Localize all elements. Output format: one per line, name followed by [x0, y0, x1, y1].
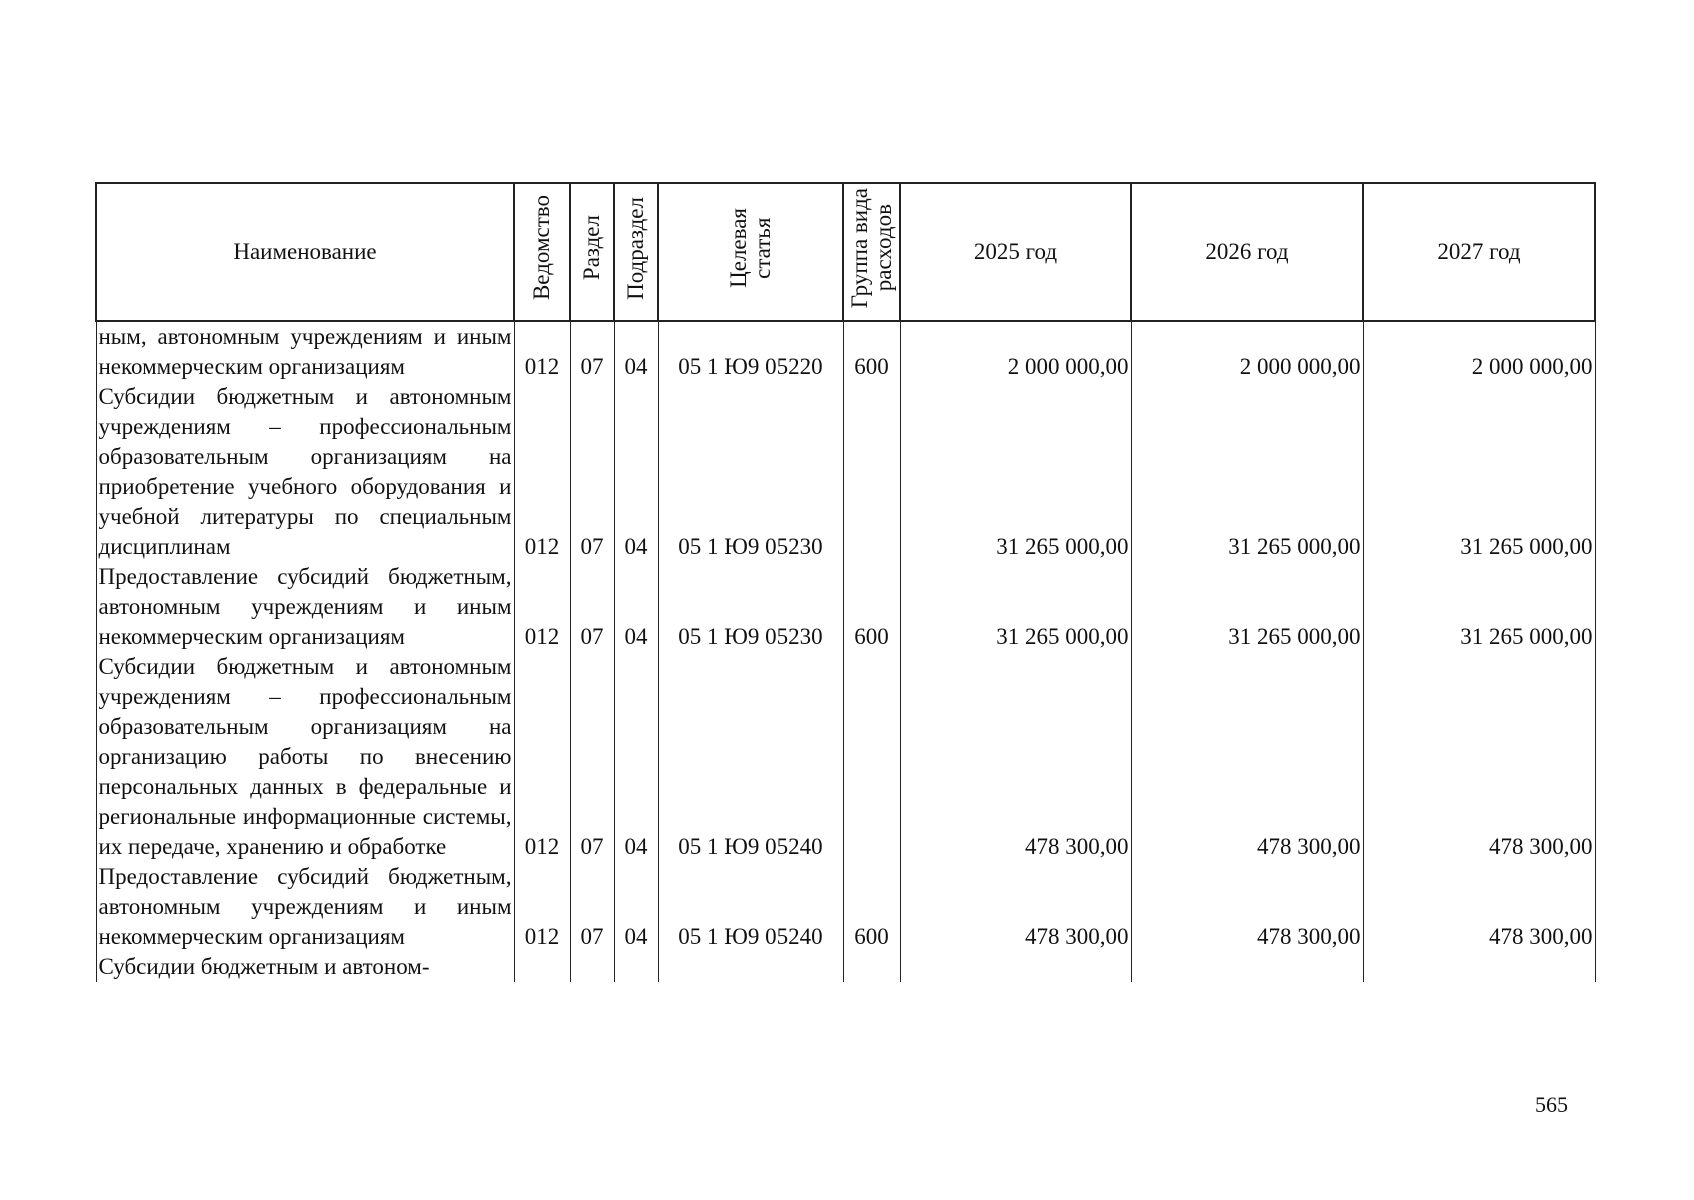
row-2026: 2 000 000,00	[1131, 321, 1363, 382]
row-target-item: 05 1 Ю9 05230	[658, 382, 843, 562]
row-section: 07	[570, 862, 614, 952]
header-row	[96, 183, 1595, 321]
header-target-item: Целевая статья	[658, 183, 843, 321]
header-2027: 2027 год	[1363, 183, 1595, 321]
budget-table	[95, 182, 1596, 982]
row-subsection: 04	[614, 321, 658, 382]
row-2026: 478 300,00	[1131, 862, 1363, 952]
row-2026: 478 300,00	[1131, 652, 1363, 862]
row-section: 07	[570, 321, 614, 382]
header-department: Ведомство	[514, 183, 570, 321]
header-2025: 2025 год	[900, 183, 1131, 321]
row-expense-group: 600	[843, 321, 900, 382]
row-2027: 478 300,00	[1363, 652, 1595, 862]
row-name: Предоставление субсидий бюджетным, автономным учреждениям и иным некоммерческим организациям	[96, 862, 514, 952]
row-expense-group: 600	[843, 862, 900, 952]
row-2025: 478 300,00	[900, 652, 1131, 862]
row-expense-group	[843, 652, 900, 862]
table-row	[96, 321, 1595, 382]
row-name: Субсидии бюджетным и автономным учреждениям – профессиональным образовательным организациям на организацию работы по внесению персональных данных в федеральные и региональные информационные системы, их передаче, хранению и обработке	[96, 652, 514, 862]
row-expense-group: 600	[843, 562, 900, 652]
table-row	[96, 382, 1595, 562]
row-department: 012	[514, 382, 570, 562]
row-2026	[1131, 952, 1363, 982]
header-name: Наименование	[96, 183, 514, 321]
row-2027: 31 265 000,00	[1363, 382, 1595, 562]
row-target-item: 05 1 Ю9 05240	[658, 652, 843, 862]
row-2025: 478 300,00	[900, 862, 1131, 952]
header-2026: 2026 год	[1131, 183, 1363, 321]
row-expense-group	[843, 382, 900, 562]
row-2027: 478 300,00	[1363, 862, 1595, 952]
header-section: Раздел	[570, 183, 614, 321]
row-department: 012	[514, 562, 570, 652]
row-subsection: 04	[614, 562, 658, 652]
row-name: Предоставление субсидий бюджетным, автономным учреждениям и иным некоммерческим организациям	[96, 562, 514, 652]
row-name: Субсидии бюджетным и автономным учреждениям – профессиональным образовательным организациям на приобретение учебного оборудования и учебной литературы по специальным дисциплинам	[96, 382, 514, 562]
row-section: 07	[570, 382, 614, 562]
row-section	[570, 952, 614, 982]
row-2025	[900, 952, 1131, 982]
row-2025: 2 000 000,00	[900, 321, 1131, 382]
row-subsection	[614, 952, 658, 982]
row-expense-group	[843, 952, 900, 982]
header-expense-group: Группа вида расходов	[843, 183, 900, 321]
table-row	[96, 952, 1595, 982]
row-2025: 31 265 000,00	[900, 562, 1131, 652]
row-2027	[1363, 952, 1595, 982]
header-subsection: Подраздел	[614, 183, 658, 321]
row-2026: 31 265 000,00	[1131, 382, 1363, 562]
table-row	[96, 652, 1595, 862]
row-name: Субсидии бюджетным и автоном-	[96, 952, 514, 982]
row-department: 012	[514, 652, 570, 862]
row-section: 07	[570, 562, 614, 652]
row-name: ным, автономным учреждениям и иным некоммерческим организациям	[96, 321, 514, 382]
row-target-item: 05 1 Ю9 05230	[658, 562, 843, 652]
row-department: 012	[514, 862, 570, 952]
row-target-item: 05 1 Ю9 05220	[658, 321, 843, 382]
row-subsection: 04	[614, 652, 658, 862]
page-number: 565	[1535, 1092, 1568, 1117]
row-department	[514, 952, 570, 982]
table-row	[96, 562, 1595, 652]
row-2027: 31 265 000,00	[1363, 562, 1595, 652]
row-section: 07	[570, 652, 614, 862]
row-target-item: 05 1 Ю9 05240	[658, 862, 843, 952]
row-subsection: 04	[614, 862, 658, 952]
table-row	[96, 862, 1595, 952]
row-2027: 2 000 000,00	[1363, 321, 1595, 382]
row-subsection: 04	[614, 382, 658, 562]
row-target-item	[658, 952, 843, 982]
row-2026: 31 265 000,00	[1131, 562, 1363, 652]
row-2025: 31 265 000,00	[900, 382, 1131, 562]
row-department: 012	[514, 321, 570, 382]
